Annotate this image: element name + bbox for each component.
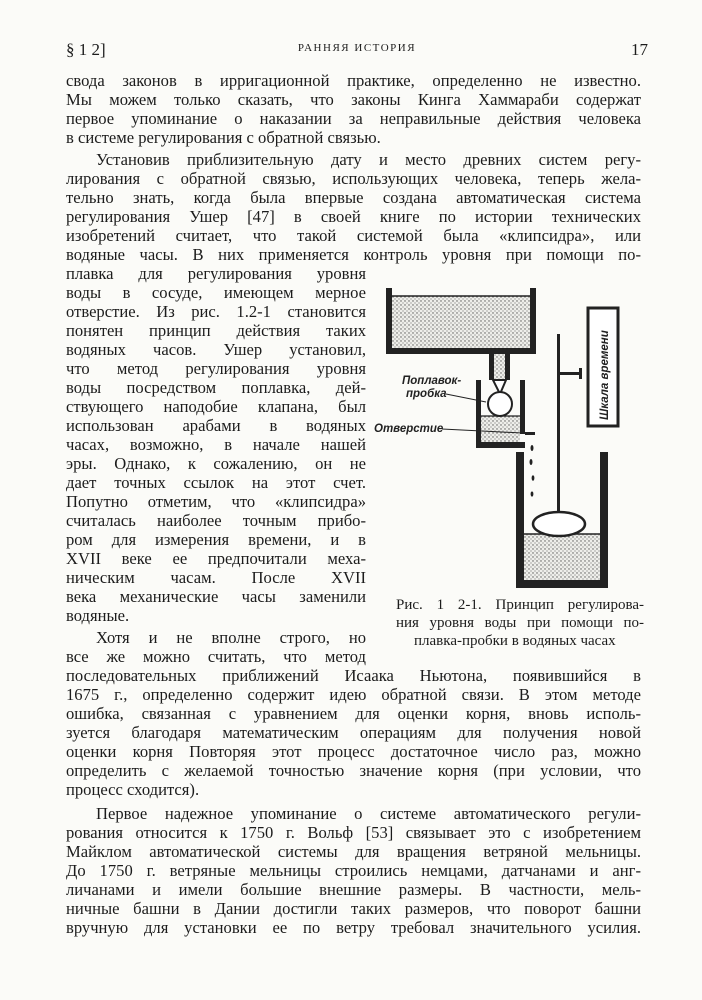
text-line: века механические часы заменили	[66, 587, 366, 606]
text-line: ошибка, связанная с уравнением для оценки корня, вновь исполь-	[66, 704, 641, 723]
text-line: воды посредством поплавка, дей-	[66, 378, 366, 397]
text-line: определить с желаемой точностью значение корня (при условии, что	[66, 761, 641, 780]
text-line: использован арабами в водяных	[66, 416, 366, 435]
text-line: зуется благодаря математическим операциям для получения новой	[66, 723, 641, 742]
float-label: Поплавок-	[402, 375, 462, 387]
text-line: считалась наиболее точным прибо-	[66, 511, 366, 530]
text-line: тельно знать, когда была впервые создана автоматическая система	[66, 188, 641, 207]
text-line: регулирования Ушер [47] в своей книге по истории технических	[66, 207, 641, 226]
text-line: что метод регулирования уровня	[66, 359, 366, 378]
figure-caption-line: Рис. 1 2-1. Принцип регулирова-	[396, 597, 644, 613]
text-line: в системе регулирования с обратной связью.	[66, 128, 381, 147]
text-line: первое упоминание о наказании за неправильные действия человека	[66, 109, 641, 128]
page-header	[66, 40, 648, 58]
text-line: лирования с обратной связью, использующих человека, теперь жела-	[66, 169, 641, 188]
water-drops	[530, 445, 535, 497]
text-line: Первое надежное упоминание о системе автоматического регули-	[96, 804, 641, 823]
text-line: ствующего наподобие клапана, был	[66, 397, 366, 416]
text-line: рования относится к 1750 г. Вольф [53] связывает это с изобретением	[66, 823, 641, 842]
text-line: свода законов в ирригационной практике, определенно не известно.	[66, 71, 641, 90]
page-number: 17	[631, 40, 648, 59]
lower-float	[533, 512, 585, 536]
text-line: водяных часов. Ушер установил,	[66, 340, 366, 359]
text-line: Майклом автоматической системы для вращения ветряной мельницы.	[66, 842, 641, 861]
text-line: личанами и имели большие внешние размеры. В частности, мель-	[66, 880, 641, 899]
text-line: вручную для установки ее по ветру требовал значительного усилия.	[66, 918, 641, 937]
section-number: § 1 2]	[66, 40, 106, 59]
upper-reservoir	[386, 288, 536, 354]
text-line: понятен принцип действия таких	[66, 321, 366, 340]
text-line: изобретений считает, что такой системой была «клипсидра», или	[66, 226, 641, 245]
text-line: отверстие. Из рис. 1.2-1 становится	[66, 302, 366, 321]
text-line: дает точных ссылок на этот счет.	[66, 473, 366, 492]
text-line: процесс сходится).	[66, 780, 200, 799]
text-line: ничные башни в Дании достигли таких размеров, что поворот башни	[66, 899, 641, 918]
time-scale-label: Шкала времени	[599, 330, 611, 420]
text-line: водяные.	[66, 606, 130, 625]
text-line: все же можно считать, что метод	[66, 647, 366, 666]
text-line: 1675 г., определенно содержит идею обратной связи. В этом методе	[66, 685, 641, 704]
text-line: До 1750 г. ветряные мельницы строились немцами, датчанами и анг-	[66, 861, 641, 880]
text-line: воды в сосуде, имеющем мерное	[66, 283, 366, 302]
text-line: Попутно отметим, что «клипсидра»	[66, 492, 366, 511]
outlet-pipe	[489, 354, 510, 380]
water-clock-diagram	[372, 272, 644, 592]
text-line: водяные часы. В них применяется контроль уровня при помощи по-	[66, 245, 641, 264]
text-line: ром для измерения времени, и в	[66, 530, 366, 549]
float-label-2: пробка	[406, 388, 447, 400]
text-line: часах, возможно, в начале нашей	[66, 435, 366, 454]
orifice-label: Отверстие	[374, 423, 444, 435]
indicator-rod	[557, 334, 582, 524]
text-line: эры. Однако, к сожалению, он не	[66, 454, 366, 473]
text-line: оценки корня Повторяя этот процесс достаточное число раз, можно	[66, 742, 641, 761]
text-line: плавка для регулирования уровня	[66, 264, 366, 283]
figure-caption-line: плавка-пробки в водяных часах	[414, 633, 616, 649]
text-line: Мы можем только сказать, что законы Кинга Хаммараби содержат	[66, 90, 641, 109]
time-scale	[588, 308, 618, 426]
running-title: РАННЯЯ ИСТОРИЯ	[297, 42, 417, 54]
float-plug	[488, 380, 512, 416]
water-clock-figure	[372, 272, 644, 592]
text-line: ническим часам. После XVII	[66, 568, 366, 587]
text-line: Установив приблизительную дату и место древних систем регу-	[96, 150, 641, 169]
figure-caption-line: ния уровня воды при помощи по-	[396, 615, 644, 631]
text-line: Хотя и не вполне строго, но	[96, 628, 366, 647]
text-line: последовательных приближений Исаака Ньютона, появившийся в	[66, 666, 641, 685]
text-line: XVII веке ее предпочитали меха-	[66, 549, 366, 568]
